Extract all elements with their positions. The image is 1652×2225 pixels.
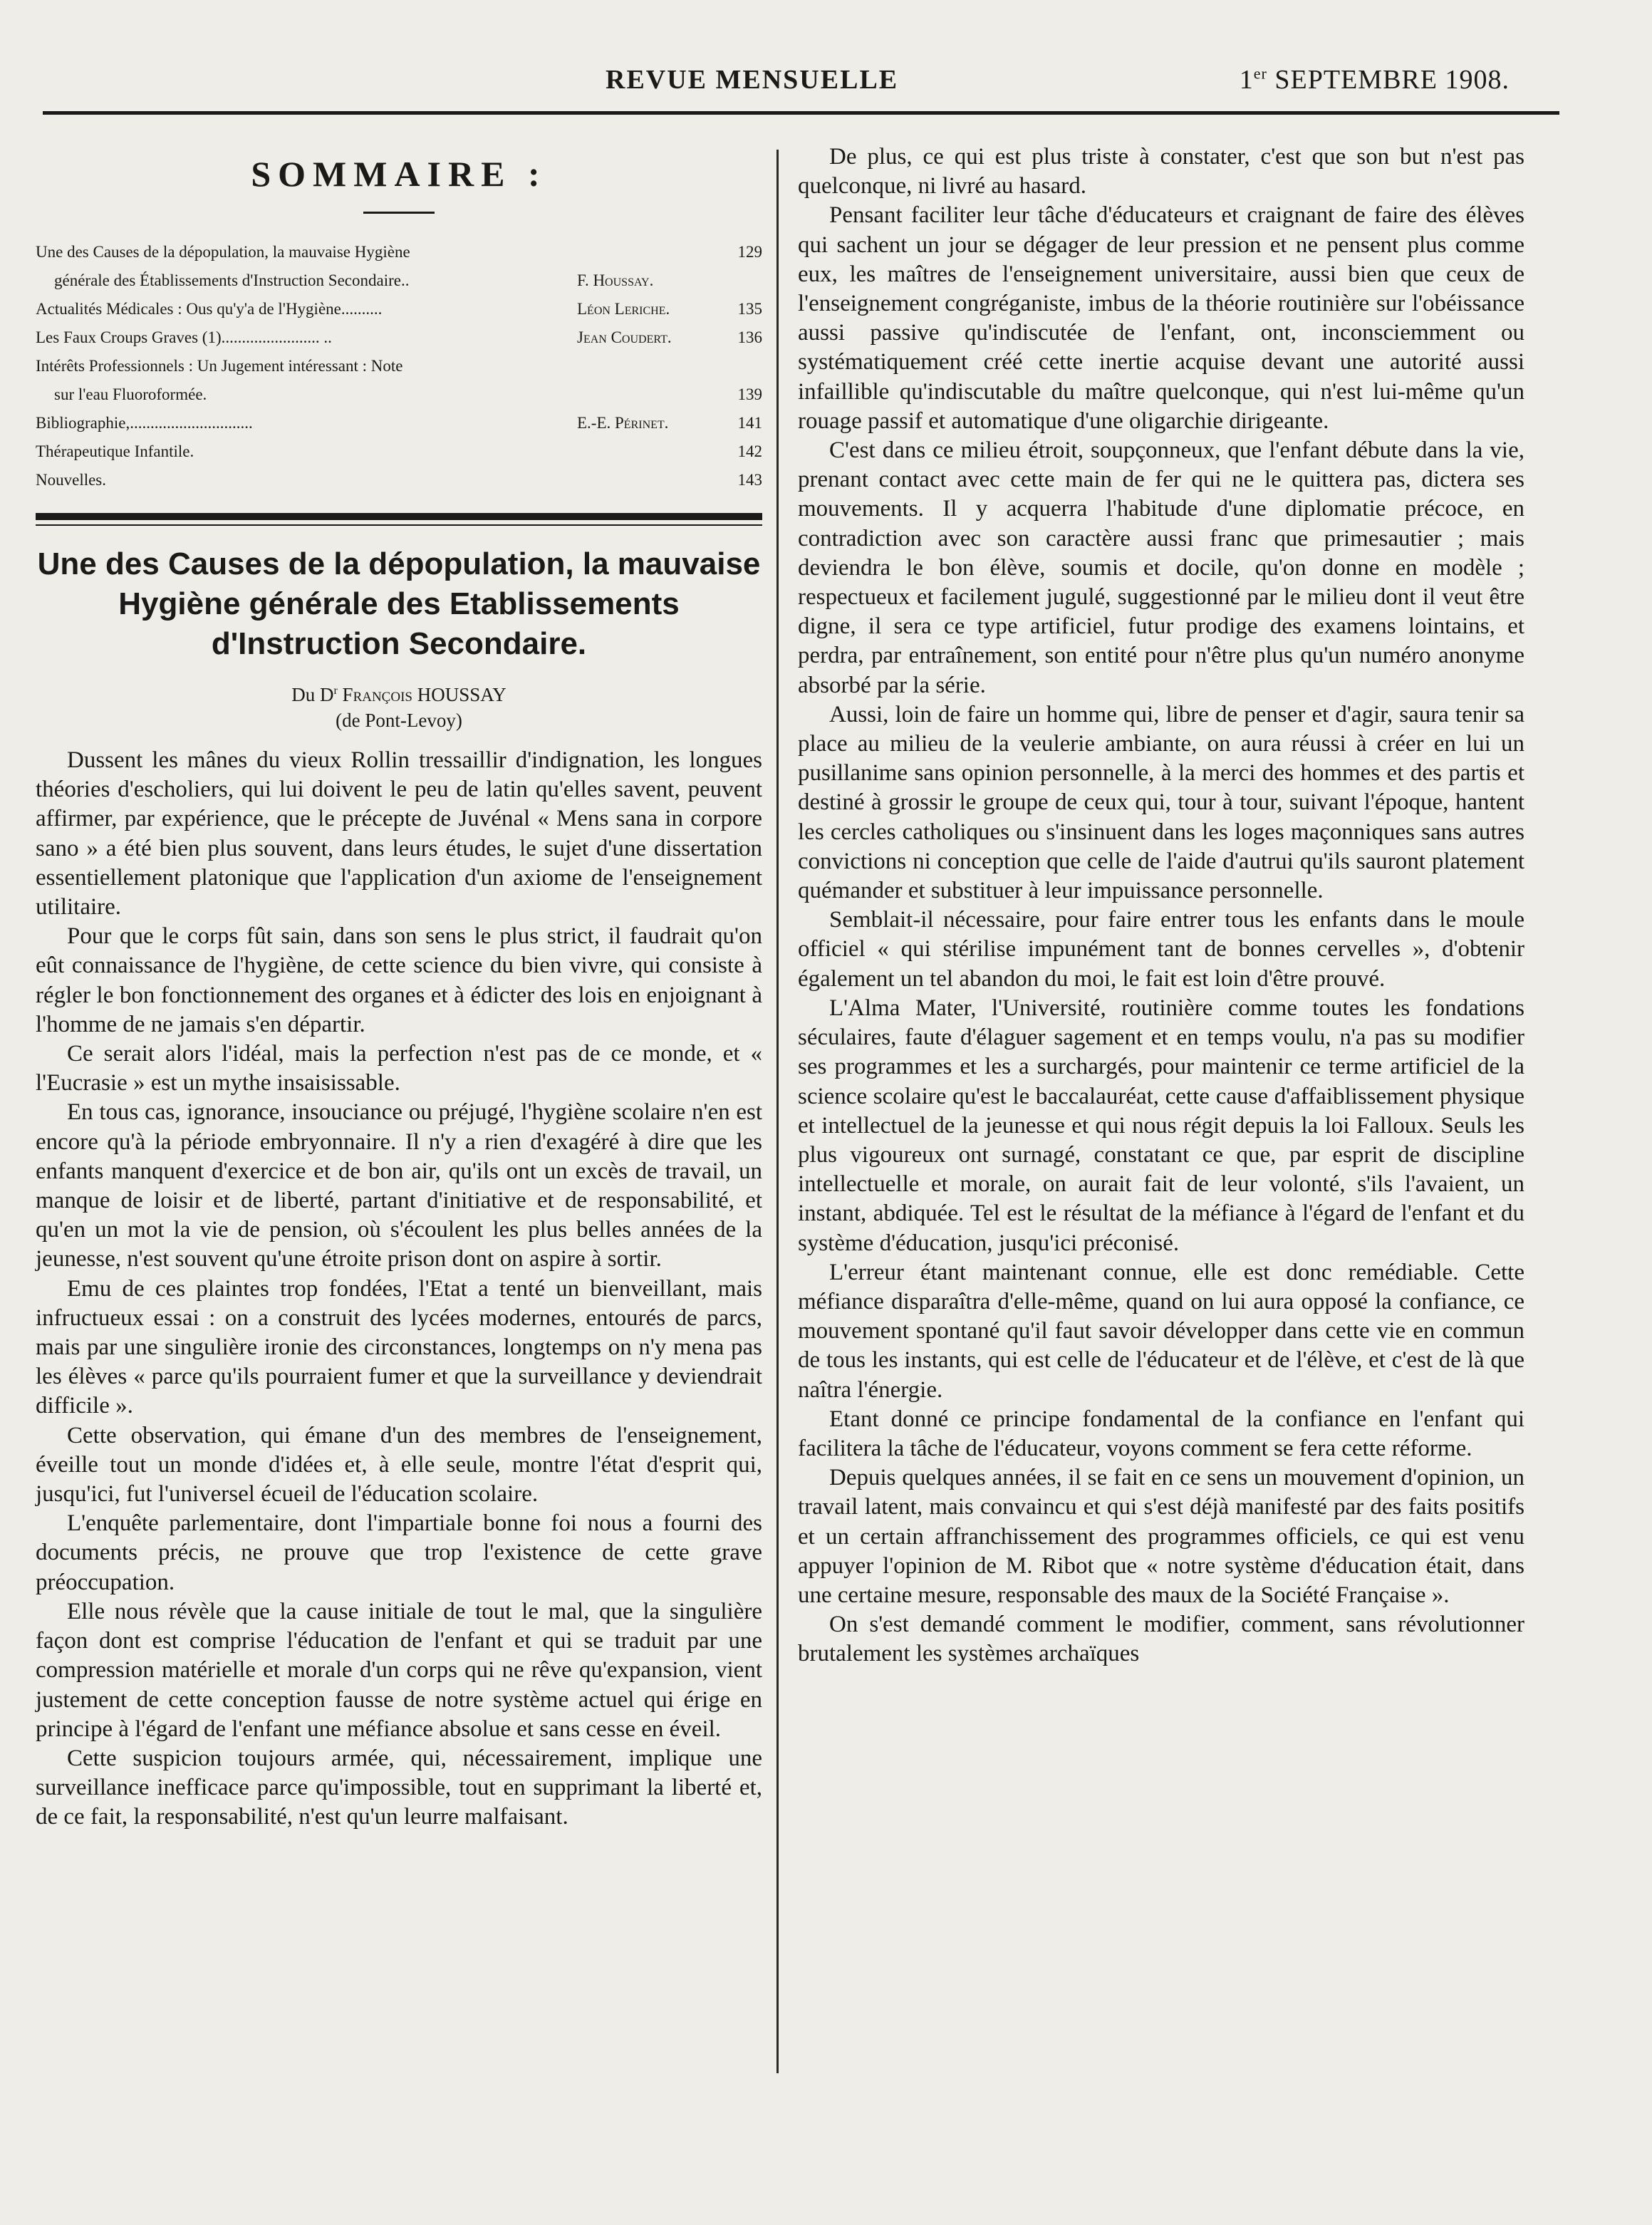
article-paragraph: Emu de ces plaintes trop fondées, l'Etat a tenté un bienveillant, mais infructueux essai : on a construit des lycées modernes, entourés de parcs, mais par une singulière ironie des circonstances, longtemps on n'y mena pas les élèves « parce qu'ils pourraient fumer et que la surveillance y deviendrait difficile ».: [36, 1275, 762, 1419]
article-paragraph: Ce serait alors l'idéal, mais la perfection n'est pas de ce monde, et « l'Eucrasie » est un mythe insaisissable.: [36, 1041, 762, 1096]
article-paragraph: Etant donné ce principe fondamental de la confiance en l'enfant qui facilitera la tâche de l'éducateur, voyons comment se fera cette réforme.: [798, 1406, 1524, 1461]
article-paragraph: En tous cas, ignorance, insouciance ou préjugé, l'hygiène scolaire n'en est encore qu'à la période embryonnaire. Il n'y a rien d'exagéré à dire que les enfants manquent d'exercice et de bon air, qu'ils ont un excès de travail, un manque de loisir et de liberté, partant d'initiative et de responsabilité, et qu'en un mot la vie de pension, où s'écoulent les plus belles années de la jeunesse, n'est souvent qu'une étroite prison dont on aspire à sortir.: [36, 1099, 762, 1272]
article-paragraph: L'enquête parlementaire, dont l'impartiale bonne foi nous a fourni des documents précis, ne prouve que trop l'existence de cette grave préoccupation.: [36, 1510, 762, 1595]
toc-entry: Les Faux Croups Graves (1)........................ .. Jean Coudert. 136: [36, 328, 762, 346]
article-paragraph: On s'est demandé comment le modifier, comment, sans révolutionner brutalement les systèmes archaïques: [798, 1612, 1524, 1667]
toc-entry: Nouvelles. 143: [36, 471, 762, 489]
right-column: [798, 142, 1524, 1669]
article-byline: Du $D^r$ François HOUSSAY: [291, 684, 506, 705]
article-paragraph: Dussent les mânes du vieux Rollin tressaillir d'indignation, les longues théories d'escholiers, qui lui doivent le peu de latin qu'elles savent, peuvent affirmer, par expérience, que le précepte de Juvénal « Mens sana in corpore sano » a été bien plus souvent, dans leurs études, le sujet d'une dissertation essentiellement platonique que l'application d'un axiome de l'enseignement utilitaire.: [36, 747, 762, 920]
toc-entry: Actualités Médicales : Ous qu'y'a de l'Hygiène.......... Léon Leriche. 135: [36, 300, 762, 318]
toc-entry: Bibliographie,.............................. E.-E. Périnet. 141: [36, 414, 762, 432]
article-paragraph: De plus, ce qui est plus triste à constater, c'est que son but n'est pas quelconque, ni livré au hasard.: [798, 144, 1524, 199]
toc-entry: générale des Établissements d'Instruction Secondaire.. F. Houssay.: [54, 271, 654, 289]
article-title: Une des Causes de la dépopulation, la mauvaise Hygiène générale des Etablissements d'Instruction Secondaire.: [37, 546, 761, 661]
toc-entry: Une des Causes de la dépopulation, la mauvaise Hygiène 129: [36, 243, 762, 261]
issue-date: 1er SEPTEMBRE 1908.: [1239, 64, 1510, 95]
article-paragraph: Cette observation, qui émane d'un des membres de l'enseignement, éveille tout un monde d'idées et, à elle seule, montre l'état d'esprit qui, jusqu'ici, fut l'universel écueil de l'éducation scolaire.: [36, 1422, 762, 1508]
article-origin: (de Pont-Levoy): [336, 710, 462, 731]
masthead-rule: [43, 111, 1559, 115]
masthead: [43, 60, 1510, 103]
toc-entry: sur l'eau Fluoroformée. 139: [54, 385, 762, 403]
article-paragraph: C'est dans ce milieu étroit, soupçonneux, que l'enfant débute dans la vie, prenant contact avec cette main de fer qui ne le quittera pas, dictera ses mouvements. Il y acquerra l'habitude d'une diplomatie précoce, en contradiction avec son caractère aussi franc que primesautier ; mais deviendra le bon élève, soumis et docile, qu'on donne en modèle ; respectueux et facilement jugulé, suggestionné par le milieu dont il veut être digne, il sera ce type artificiel, futur prodige des examens lointains, et perdra, par entraînement, son entité pour n'être plus qu'un numéro anonyme absorbé par la série.: [798, 437, 1524, 698]
toc-entry: Intérêts Professionnels : Un Jugement intéressant : Note: [36, 357, 403, 375]
article-paragraph: Depuis quelques années, il se fait en ce sens un mouvement d'opinion, un travail latent, mais convaincu et qui s'est déjà manifesté par des faits positifs et un certain affranchissement des programmes officiels, ce qui est venu appuyer l'opinion de M. Ribot que « notre système d'éducation était, dans une certaine mesure, responsable des maux de la Société Française ».: [798, 1465, 1524, 1608]
publication-title: REVUE MENSUELLE: [606, 65, 899, 95]
toc-entry: Thérapeutique Infantile. 142: [36, 442, 762, 460]
left-column: [36, 146, 762, 1832]
article-paragraph: L'Alma Mater, l'Université, routinière comme toutes les fondations séculaires, faute d'élaguer sagement et en temps voulu, n'a pas su modifier ses programmes et les a surchargés, pour maintenir ce terme artificiel de la science scolaire qu'est le baccalauréat, cette cause d'affaiblissement physique et intellectuel de la jeunesse et qui nous régit depuis la loi Falloux. Seuls les plus vigoureux ont surnagé, constatant ce que, par esprit de discipline intellectuelle et morale, on aurait fait de leur volonté, s'ils l'avaient, un instant, abdiquée. Tel est le résultat de la méfiance à l'égard de l'enfant et du système d'éducation, jusqu'ici préconisé.: [798, 995, 1524, 1256]
article-paragraph: Pensant faciliter leur tâche d'éducateurs et craignant de faire des élèves qui sachent un jour se dégager de leur pression et ne pensent plus comme eux, les maîtres de l'enseignement universitaire, aussi bien que ceux de l'enseignement congréganiste, imbus de la théorie routinière sur l'obéissance aussi passive qu'indiscutée de l'enfant, ont, inconsciemment ou systématiquement créé cette inertie acquise devant une autorité aussi infaillible qu'indiscutable du maître quelconque, qui n'est lui-même qu'un rouage passif et automatique d'une oligarchie dirigeante.: [798, 202, 1524, 434]
article-paragraph: Cette suspicion toujours armée, qui, nécessairement, implique une surveillance inefficace parce qu'impossible, tout en supprimant la liberté et, de ce fait, la responsabilité, n'est qu'un leurre malfaisant.: [36, 1745, 762, 1830]
article-paragraph: Elle nous révèle que la cause initiale de tout le mal, que la singulière façon dont est comprise l'éducation de l'enfant et qui se traduit par une compression matérielle et morale d'un corps qui ne rêve qu'expansion, vient justement de cette conception fausse de notre système actuel qui érige en principe à l'égard de l'enfant une méfiance absolue et sans cesse en éveil.: [36, 1598, 762, 1742]
sommaire-rule: [363, 212, 435, 214]
article-paragraph: L'erreur étant maintenant connue, elle est donc remédiable. Cette méfiance disparaîtra d'elle-même, quand on lui aura opposé la confiance, ce mouvement spontané qu'il faut savoir développer dans cette vie en commun de tous les instants, qui est celle de l'éducateur et de l'élève, et c'est de là que naîtra l'énergie.: [798, 1259, 1524, 1403]
sommaire-bottom-thin-rule: [36, 524, 762, 526]
table-of-contents: [36, 238, 762, 494]
column-divider: [776, 150, 779, 2073]
article-paragraph: Aussi, loin de faire un homme qui, libre de penser et d'agir, saura tenir sa place au milieu de la veulerie ambiante, on aura réussi à créer en lui un pusillanime sans opinion personnelle, à la merci des hommes et des partis et destiné à grossir le groupe de ceux qui, tour à tour, suivant l'époque, hantent les cercles catholiques ou s'insinuent dans les loges maçonniques sans autres convictions ni conception que celle de l'aide d'autrui qu'ils sauront platement quémander et substituer à leur impuissance personnelle.: [798, 701, 1524, 904]
sommaire-title: SOMMAIRE :: [251, 154, 547, 194]
article-paragraph: Pour que le corps fût sain, dans son sens le plus strict, il faudrait qu'on eût connaissance de l'hygiène, de cette science du bien vivre, qui consiste à régler le bon fonctionnement des organes et à édicter des lois en enjoignant à l'homme de ne jamais s'en départir.: [36, 923, 762, 1037]
article-paragraph: Semblait-il nécessaire, pour faire entrer tous les enfants dans le moule officiel « qui stérilise impunément tant de bonnes cervelles », d'obtenir également un tel abandon du moi, le fait est loin d'être prouvé.: [798, 907, 1524, 992]
sommaire-bottom-rule: [36, 513, 762, 520]
